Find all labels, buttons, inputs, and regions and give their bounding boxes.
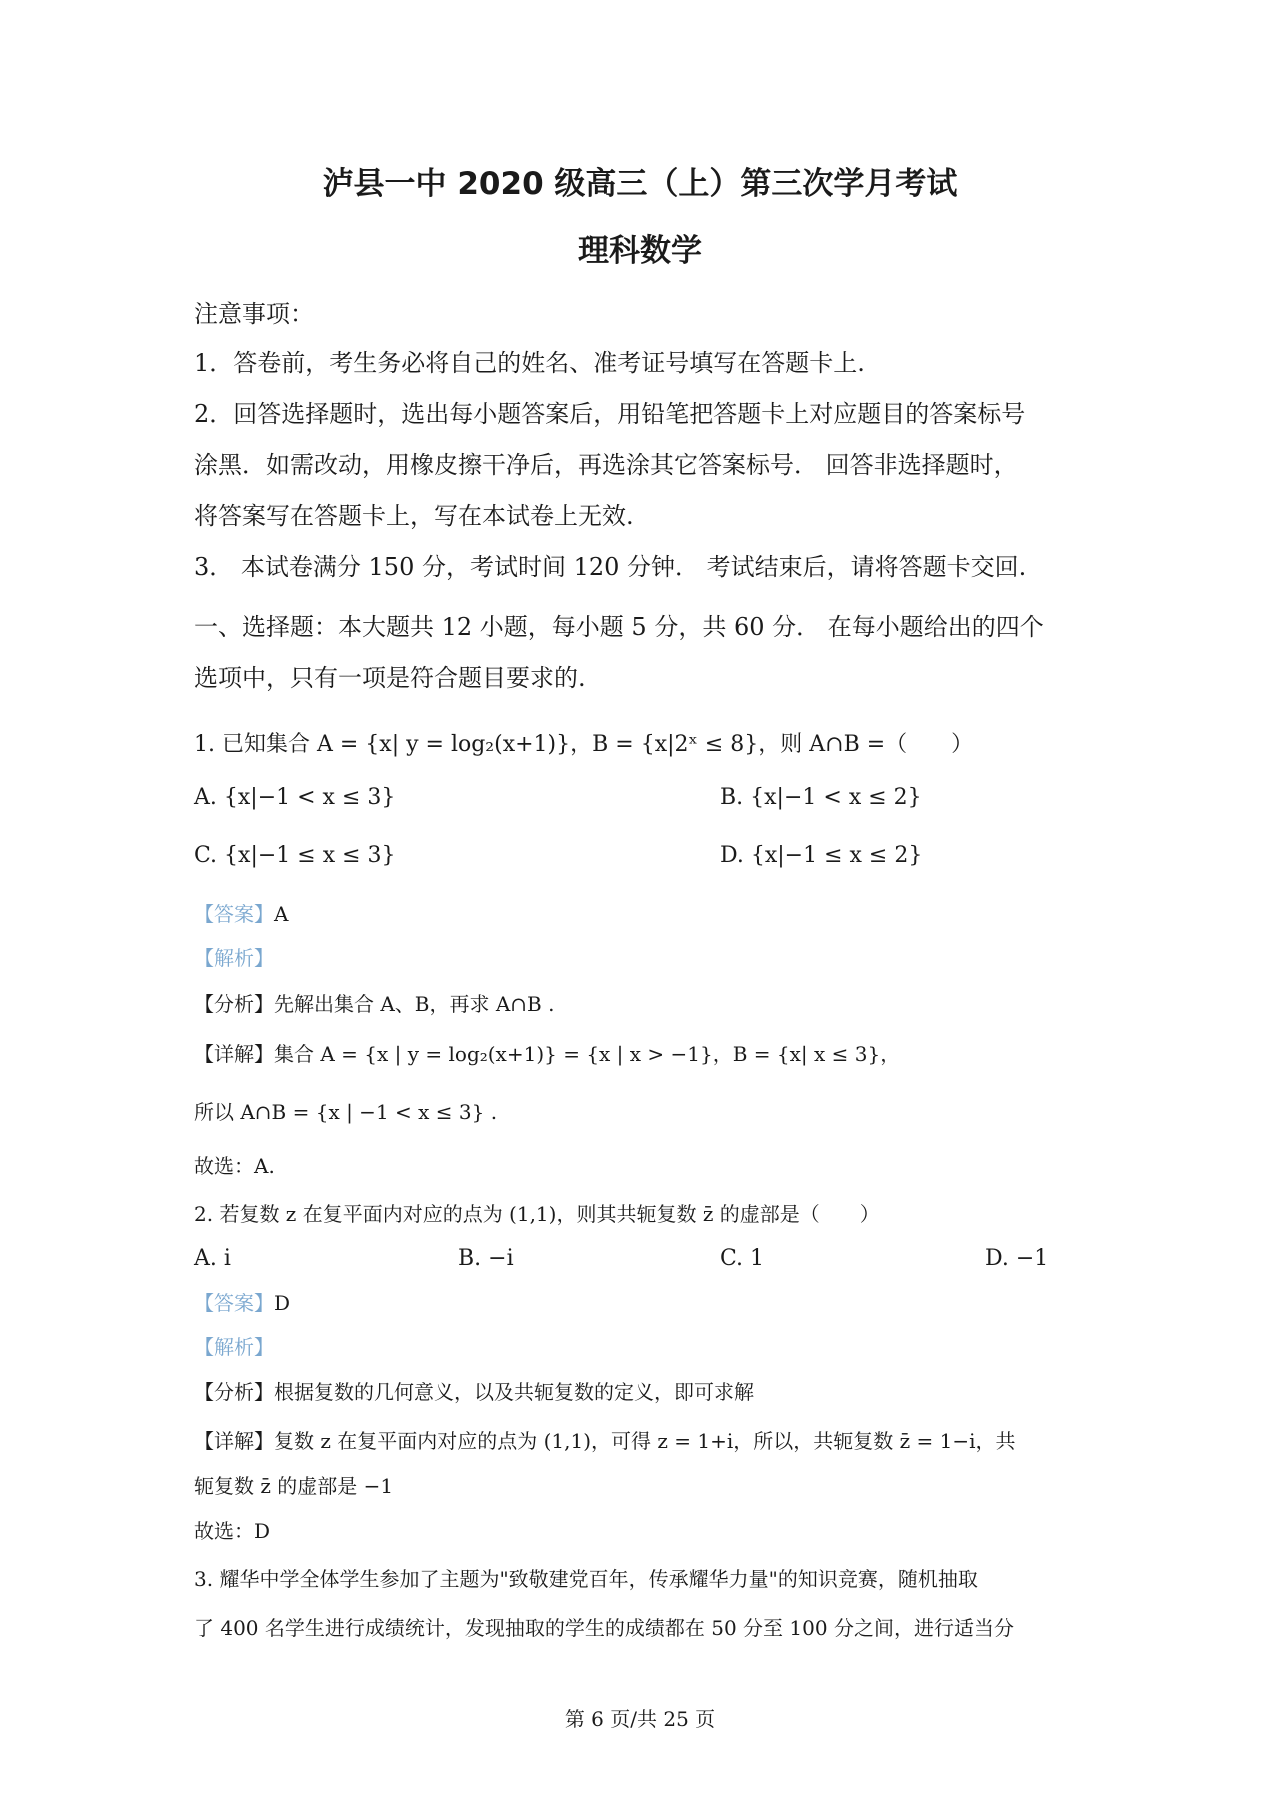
q2-option-b: B. −i xyxy=(458,1246,514,1271)
notice-item-3: 3． 本试卷满分 150 分，考试时间 120 分钟． 考试结束后，请将答题卡交回. xyxy=(194,553,1027,581)
notice-item-2-line-1: 2．回答选择题时，选出每小题答案后，用铅笔把答题卡上对应题目的答案标号 xyxy=(194,400,1026,428)
q2-xiangjie-2: 轭复数 z̄ 的虚部是 −1 xyxy=(194,1474,394,1498)
exam-title: 泸县一中 2020 级高三（上）第三次学月考试 xyxy=(322,166,958,202)
q2-answer-tag: 【答案】 xyxy=(194,1291,274,1315)
q1-option-a: A. {x|−1 < x ≤ 3} xyxy=(194,785,396,810)
notice-item-1: 1．答卷前，考生务必将自己的姓名、准考证号填写在答题卡上. xyxy=(194,349,865,377)
q1-answer-row xyxy=(194,898,288,927)
q1-option-c: C. {x|−1 ≤ x ≤ 3} xyxy=(194,843,396,868)
notice-item-2-line-2: 涂黑．如需改动，用橡皮擦干净后，再选涂其它答案标号． 回答非选择题时， xyxy=(194,451,1018,479)
q2-conclusion: 故选：D xyxy=(194,1519,271,1543)
q1-fenxi: 【分析】先解出集合 A、B，再求 A∩B . xyxy=(194,992,555,1016)
q2-stem: 2. 若复数 z 在复平面内对应的点为 (1,1)，则其共轭复数 z̄ 的虚部是（ ） xyxy=(194,1202,880,1226)
q1-answer: A xyxy=(274,902,289,926)
notice-item-2-line-3: 将答案写在答题卡上，写在本试卷上无效. xyxy=(194,502,634,530)
q1-analysis-tag: 【解析】 xyxy=(194,946,274,970)
notice-heading: 注意事项： xyxy=(194,300,314,328)
section-heading-line-2: 选项中，只有一项是符合题目要求的. xyxy=(194,664,586,692)
q1-option-b: B. {x|−1 < x ≤ 2} xyxy=(720,785,922,810)
q3-stem-line-2: 了 400 名学生进行成绩统计，发现抽取的学生的成绩都在 50 分至 100 分之间，进行适当分 xyxy=(194,1616,1014,1640)
q2-option-d: D. −1 xyxy=(985,1246,1049,1271)
q3-stem-line-1: 3. 耀华中学全体学生参加了主题为"致敬建党百年，传承耀华力量"的知识竞赛，随机抽取 xyxy=(194,1567,978,1591)
q1-answer-tag: 【答案】 xyxy=(194,902,274,926)
q2-option-c: C. 1 xyxy=(720,1246,765,1271)
q2-answer-row xyxy=(194,1287,290,1316)
section-heading-line-1: 一、选择题：本大题共 12 小题，每小题 5 分，共 60 分． 在每小题给出的四个 xyxy=(194,613,1044,641)
exam-subtitle: 理科数学 xyxy=(578,233,702,269)
q2-answer: D xyxy=(274,1291,291,1315)
page-number: 第 6 页/共 25 页 xyxy=(564,1707,716,1731)
q1-option-d: D. {x|−1 ≤ x ≤ 2} xyxy=(720,843,923,868)
q2-analysis-tag: 【解析】 xyxy=(194,1335,274,1359)
q2-option-a: A. i xyxy=(194,1246,231,1271)
q1-conclusion: 故选：A. xyxy=(194,1154,275,1178)
q1-xiangjie: 【详解】集合 A = {x | y = log₂(x+1)} = {x | x > −1}，B = {x| x ≤ 3}， xyxy=(194,1042,901,1066)
q1-xiangjie-2: 所以 A∩B = {x | −1 < x ≤ 3} . xyxy=(194,1100,498,1124)
q1-stem: 1. 已知集合 A = {x| y = log₂(x+1)}，B = {x|2ˣ ≤ 8}，则 A∩B =（ ） xyxy=(194,732,974,757)
q2-fenxi: 【分析】根据复数的几何意义，以及共轭复数的定义，即可求解 xyxy=(194,1380,754,1404)
q2-xiangjie: 【详解】复数 z 在复平面内对应的点为 (1,1)，可得 z = 1+i，所以，共轭复数 z̄ = 1−i，共 xyxy=(194,1429,1016,1453)
